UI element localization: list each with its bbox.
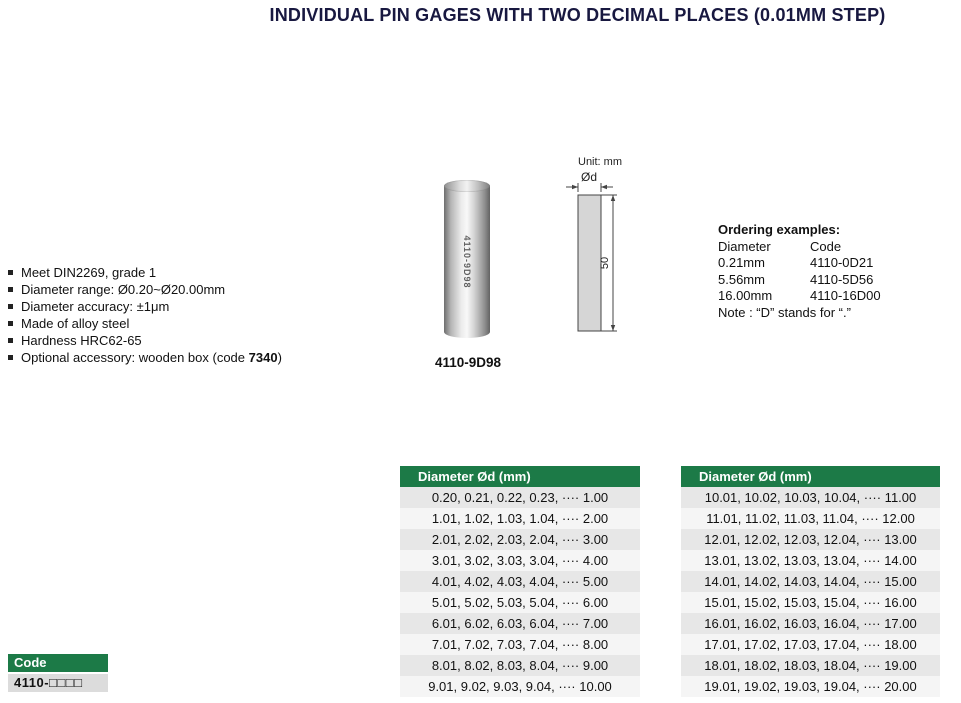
ordering-code: 4110-16D00 [810,288,881,303]
feature-text: Diameter accuracy: ±1μm [21,299,170,314]
table-row: 17.01, 17.02, 17.03, 17.04, ···· 18.00 [681,634,940,655]
bullet-icon [8,321,13,326]
drawing-diameter-label: Ød [580,170,598,184]
feature-item [8,349,282,366]
table-header: Diameter Ød (mm) [681,466,940,487]
table-row: 11.01, 11.02, 11.03, 11.04, ···· 12.00 [681,508,940,529]
product-model-label: 4110-9D98 [434,355,502,370]
ordering-col-diameter: Diameter [718,238,771,254]
ordering-diameter: 0.21mm [718,255,765,270]
feature-accessory-code: 7340 [248,350,278,365]
ordering-code: 4110-5D56 [810,271,874,287]
ordering-row [718,288,953,305]
feature-text: Made of alloy steel [21,316,130,331]
ordering-row [718,255,953,272]
feature-text-suffix: ) [277,350,282,365]
table-row: 8.01, 8.02, 8.03, 8.04, ···· 9.00 [400,655,640,676]
pin-top-cap [444,180,490,192]
ordering-code: 4110-0D21 [810,255,874,270]
pin-body [444,186,490,338]
bullet-icon [8,270,13,275]
table-row: 13.01, 13.02, 13.03, 13.04, ···· 14.00 [681,550,940,571]
bullet-icon [8,304,13,309]
table-row: 10.01, 10.02, 10.03, 10.04, ···· 11.00 [681,487,940,508]
ordering-row [718,272,953,289]
table-row: 14.01, 14.02, 14.03, 14.04, ···· 15.00 [681,571,940,592]
technical-drawing [560,150,650,340]
table-header: Diameter Ød (mm) [400,466,640,487]
feature-item [8,281,282,298]
table-row: 16.01, 16.02, 16.03, 16.04, ···· 17.00 [681,613,940,634]
table-row: 6.01, 6.02, 6.03, 6.04, ···· 7.00 [400,613,640,634]
feature-text: Diameter range: Ø0.20~Ø20.00mm [21,282,226,297]
feature-text: Optional accessory: wooden box (code [21,350,249,365]
feature-item [8,315,282,332]
ordering-header-row [718,239,953,256]
feature-item [8,264,282,281]
pin-engraving: 4110-9D98 [462,235,472,289]
code-box-value: 4110-□□□□ [8,674,108,692]
bullet-icon [8,338,13,343]
ordering-title: Ordering examples: [718,222,841,237]
feature-text: Meet DIN2269, grade 1 [21,265,157,280]
drawing-unit-label: Unit: mm [578,156,622,168]
product-photo [444,180,490,338]
ordering-col-code: Code [810,238,842,254]
feature-text: Hardness HRC62-65 [21,333,142,348]
table-row: 15.01, 15.02, 15.03, 15.04, ···· 16.00 [681,592,940,613]
diameter-table-left [400,466,640,697]
drawing-length-label: 50 [599,256,611,270]
table-row: 1.01, 1.02, 1.03, 1.04, ···· 2.00 [400,508,640,529]
table-row: 7.01, 7.02, 7.03, 7.04, ···· 8.00 [400,634,640,655]
table-row: 4.01, 4.02, 4.03, 4.04, ···· 5.00 [400,571,640,592]
ordering-note: Note : “D” stands for “.” [718,304,851,320]
ordering-examples [718,222,953,321]
feature-item [8,298,282,315]
table-row: 19.01, 19.02, 19.03, 19.04, ···· 20.00 [681,676,940,697]
table-row: 5.01, 5.02, 5.03, 5.04, ···· 6.00 [400,592,640,613]
feature-item [8,332,282,349]
page-title: INDIVIDUAL PIN GAGES WITH TWO DECIMAL PLACES (0.01MM STEP) [269,5,886,25]
code-box-header: Code [8,654,108,672]
bullet-icon [8,287,13,292]
ordering-diameter: 5.56mm [718,271,765,287]
table-row: 12.01, 12.02, 12.03, 12.04, ···· 13.00 [681,529,940,550]
table-row: 18.01, 18.02, 18.03, 18.04, ···· 19.00 [681,655,940,676]
pin-profile-rect [578,195,601,331]
table-row: 3.01, 3.02, 3.03, 3.04, ···· 4.00 [400,550,640,571]
diameter-table-right [681,466,940,697]
bullet-icon [8,355,13,360]
ordering-diameter: 16.00mm [718,288,773,303]
table-row: 9.01, 9.02, 9.03, 9.04, ···· 10.00 [400,676,640,697]
code-box [8,654,108,692]
table-row: 2.01, 2.02, 2.03, 2.04, ···· 3.00 [400,529,640,550]
features-list [8,264,282,366]
table-row: 0.20, 0.21, 0.22, 0.23, ···· 1.00 [400,487,640,508]
